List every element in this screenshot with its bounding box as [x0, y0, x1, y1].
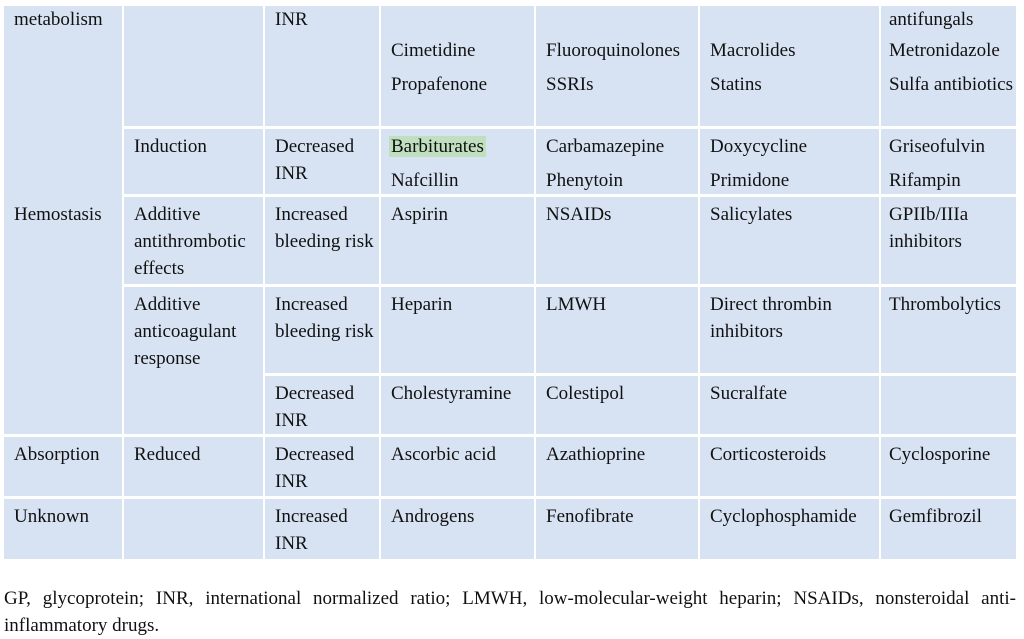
table-cell: Sulfa antibiotics	[881, 67, 1016, 129]
table-cell: Absorption	[4, 437, 124, 499]
table-row	[4, 6, 1016, 33]
table-cell	[124, 6, 265, 129]
table-cell: INR	[265, 6, 381, 129]
table-cell: Androgens	[381, 499, 536, 559]
table-cell	[881, 376, 1016, 437]
table-cell: Statins	[700, 67, 881, 129]
table-cell: Gemfibrozil	[881, 499, 1016, 559]
table-cell: Salicylates	[700, 197, 881, 287]
table-cell: GPIIb/IIIa inhibitors	[881, 197, 1016, 287]
table-row	[4, 499, 1016, 559]
table-cell: Colestipol	[536, 376, 700, 437]
table-cell: Additive antithrombotic effects	[124, 197, 265, 287]
table-cell: Macrolides	[700, 33, 881, 67]
table-cell: Decreased INR	[265, 376, 381, 437]
table-cell: Reduced	[124, 437, 265, 499]
table-cell: Cholestyramine	[381, 376, 536, 437]
table-cell: LMWH	[536, 287, 700, 376]
highlighted-text: Barbiturates	[391, 136, 484, 157]
table-cell: Unknown	[4, 499, 124, 559]
table-cell	[381, 6, 536, 33]
table-cell: Fluoroquinolones	[536, 33, 700, 67]
table-cell: Thrombolytics	[881, 287, 1016, 376]
table-cell: Carbamazepine	[536, 129, 700, 163]
table-cell: Direct thrombin inhibitors	[700, 287, 881, 376]
table-cell: Additive anticoagulant response	[124, 287, 265, 437]
drug-interaction-table	[4, 6, 1016, 559]
table-cell: SSRIs	[536, 67, 700, 129]
table-cell	[536, 6, 700, 33]
table-cell: Cyclosporine	[881, 437, 1016, 499]
table-cell: antifungals	[881, 6, 1016, 33]
table-cell: Induction	[124, 129, 265, 197]
table-cell: Propafenone	[381, 67, 536, 129]
table-cell: Increased bleeding risk	[265, 197, 381, 287]
table-cell: Cyclophosphamide	[700, 499, 881, 559]
table-row	[4, 437, 1016, 499]
table-cell: Cimetidine	[381, 33, 536, 67]
table-cell: Hemostasis	[4, 197, 124, 437]
table-cell: Increased INR	[265, 499, 381, 559]
table-cell: Metronidazole	[881, 33, 1016, 67]
table-cell: NSAIDs	[536, 197, 700, 287]
table-cell	[700, 6, 881, 33]
table-cell: Fenofibrate	[536, 499, 700, 559]
table-row	[4, 129, 1016, 163]
table-cell: Rifampin	[881, 163, 1016, 197]
table-cell: Decreased INR	[265, 437, 381, 499]
table-cell: Nafcillin	[381, 163, 536, 197]
table-row	[4, 197, 1016, 287]
table-cell: metabolism	[4, 6, 124, 197]
table-cell: Azathioprine	[536, 437, 700, 499]
table-cell: Increased bleeding risk	[265, 287, 381, 376]
table-cell: Primidone	[700, 163, 881, 197]
table-cell: Decreased INR	[265, 129, 381, 197]
table-cell: Corticosteroids	[700, 437, 881, 499]
table-cell: Doxycycline	[700, 129, 881, 163]
table-cell: Sucralfate	[700, 376, 881, 437]
table-footnote: GP, glycoprotein; INR, international normalized ratio; LMWH, low-molecular-weight heparin; NSAIDs, nonsteroidal anti-inflammatory drugs.	[4, 588, 1016, 636]
table-cell	[124, 499, 265, 559]
table-row	[4, 287, 1016, 376]
table-cell: Phenytoin	[536, 163, 700, 197]
table-cell	[381, 129, 536, 163]
table-cell: Griseofulvin	[881, 129, 1016, 163]
table-cell: Heparin	[381, 287, 536, 376]
table-cell: Ascorbic acid	[381, 437, 536, 499]
table-cell: Aspirin	[381, 197, 536, 287]
